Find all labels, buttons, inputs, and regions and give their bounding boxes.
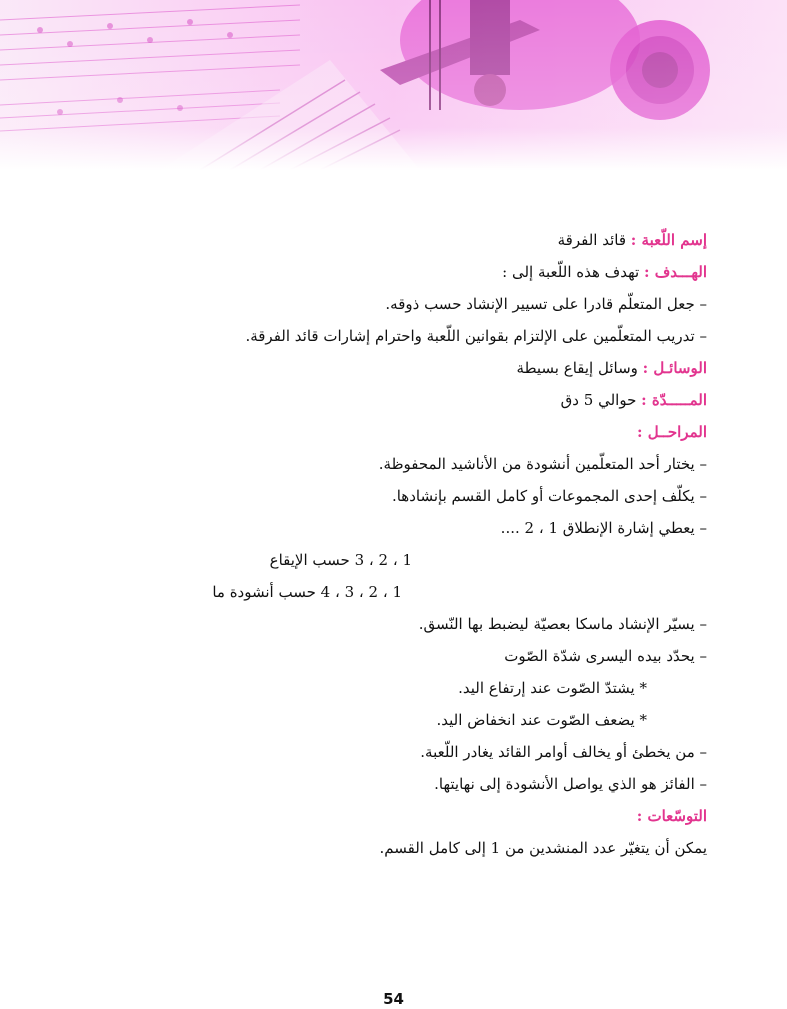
- extensions-row: [147, 800, 707, 832]
- rhythm-count-3: 1 ، 2 ، 3 حسب الإيقاع: [269, 551, 412, 569]
- activity-sheet: [147, 224, 707, 864]
- game-name-value: قائد الفرقة: [557, 231, 626, 249]
- stage-item: – يسيّر الإنشاد ماسكا بعصيّة ليضبط بها النّسق.: [418, 615, 707, 633]
- page-number: 54: [383, 990, 404, 1008]
- tools-row: [147, 352, 707, 384]
- stage-item: – يحدّد بيده اليسرى شدّة الصّوت: [504, 647, 707, 665]
- extensions-value: يمكن أن يتغيّر عدد المنشدين من 1 إلى كامل القسم.: [379, 839, 707, 857]
- stage-item: – يكلّف إحدى المجموعات أو كامل القسم بإنشادها.: [391, 487, 707, 505]
- goal-item: – تدريب المتعلّمين على الإلتزام بقوانين اللّعبة واحترام إشارات قائد الفرقة.: [245, 327, 707, 345]
- tools-value: وسائل إيقاع بسيطة: [516, 359, 638, 377]
- stage-item: – من يخطئ أو يخالف أوامر القائد يغادر اللّعبة.: [420, 743, 707, 761]
- game-name-row: [147, 224, 707, 256]
- tools-label: الوسائـل :: [642, 359, 707, 377]
- stages-label: المراحــل :: [636, 423, 707, 441]
- duration-label: المـــــدّة :: [641, 391, 707, 409]
- game-name-label: إسم اللّعبة :: [630, 231, 707, 249]
- extensions-label: التوسّعات :: [636, 807, 707, 825]
- stage-item: – يختار أحد المتعلّمين أنشودة من الأناشيد المحفوظة.: [378, 455, 707, 473]
- stage-item: – الفائز هو الذي يواصل الأنشودة إلى نهايتها.: [434, 775, 707, 793]
- goal-label: الهـــدف :: [643, 263, 707, 281]
- stage-subitem: * يشتدّ الصّوت عند إرتفاع اليد.: [458, 679, 647, 697]
- stages-row: [147, 416, 707, 448]
- duration-row: [147, 384, 707, 416]
- goal-item: – جعل المتعلّم قادرا على تسيير الإنشاد حسب ذوقه.: [385, 295, 707, 313]
- stage-subitem: * يضعف الصّوت عند انخفاض اليد.: [436, 711, 647, 729]
- duration-value: حوالي 5 دق: [560, 391, 637, 409]
- goal-value: تهدف هذه اللّعبة إلى :: [502, 263, 640, 281]
- stage-item: – يعطي إشارة الإنطلاق 1 ، 2 ....: [500, 519, 707, 537]
- rhythm-count-4: 1 ، 2 ، 3 ، 4 حسب أنشودة ما: [212, 583, 402, 601]
- music-banner-image: [0, 0, 787, 170]
- goal-row: [147, 256, 707, 288]
